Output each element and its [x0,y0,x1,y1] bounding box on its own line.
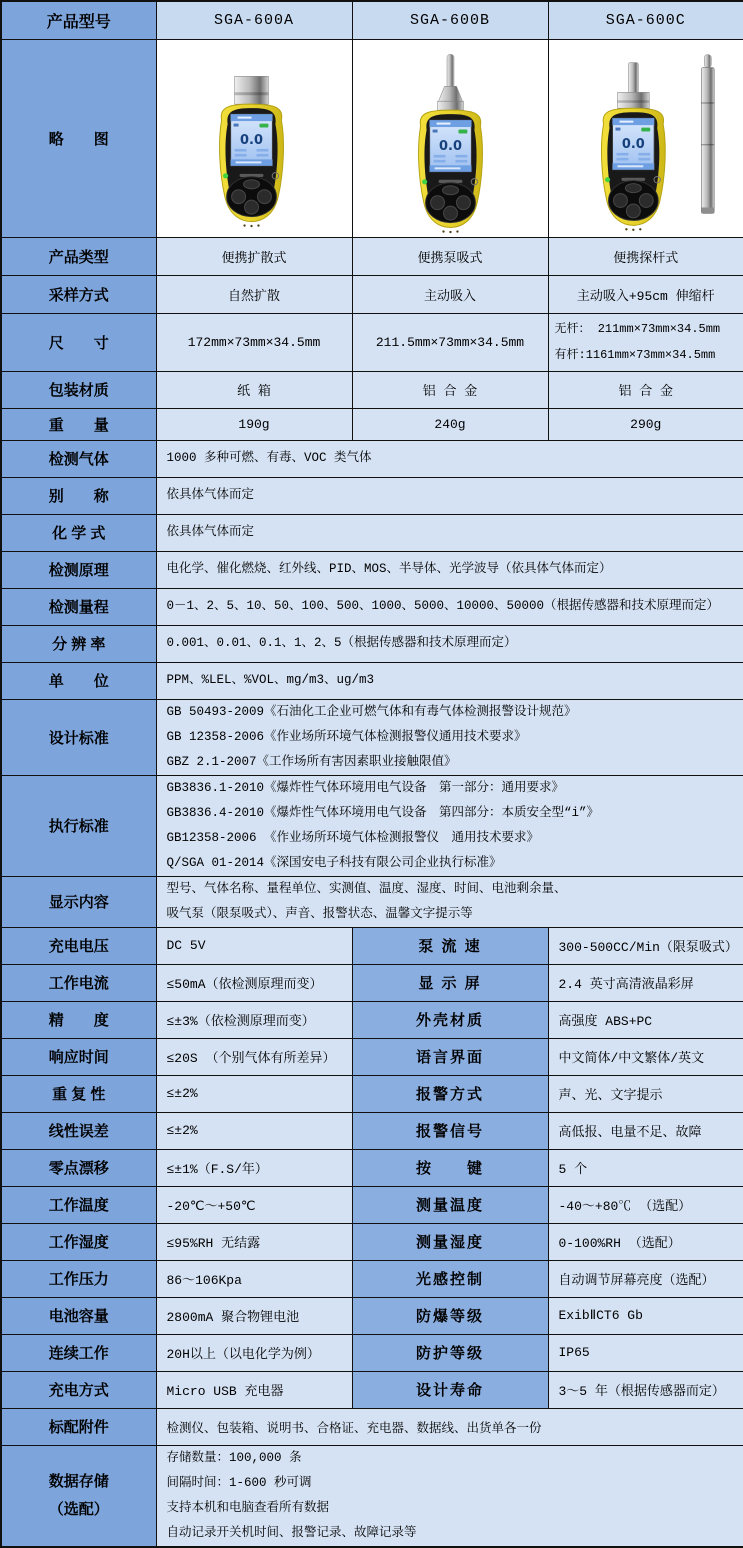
right-value-cell: IP65 [548,1334,743,1371]
left-label-cell: 工作压力 [1,1260,156,1297]
left-value-cell: ≤±1%（F.S/年） [156,1149,352,1186]
value-cell [548,313,743,371]
value-cell: 主动吸入 [352,275,548,313]
value-cell: 铝 合 金 [352,371,548,408]
right-label-cell: 泵 流 速 [352,927,548,964]
left-value-cell: -20℃～+50℃ [156,1186,352,1223]
right-value-cell: 5 个 [548,1149,743,1186]
paired-spec-row [1,1001,743,1038]
compare-row [1,408,743,440]
speaker-holes [625,228,641,231]
left-label-cell: 线性误差 [1,1112,156,1149]
right-value-cell: 高强度 ABS+PC [548,1001,743,1038]
spec-row [1,699,743,775]
value-cell [156,876,743,927]
right-value-cell: 声、光、文字提示 [548,1075,743,1112]
paired-spec-row [1,1260,743,1297]
row-label-cell: 显示内容 [1,876,156,927]
right-value-cell: 0-100%RH （选配） [548,1223,743,1260]
value-cell [156,699,743,775]
model-header-cell: SGA-600B [352,1,548,39]
paired-spec-row [1,1038,743,1075]
value-line: GB3836.4-2010《爆炸性气体环境用电气设备 第四部分：本质安全型“i”》 [167,801,743,826]
left-value-cell: ≤50mA（依检测原理而变） [156,964,352,1001]
row-label-cell: 采样方式 [1,275,156,313]
value-cell: 190g [156,408,352,440]
value-cell [156,551,743,588]
value-line: GB 12358-2006《作业场所环境气体检测报警仪通用技术要求》 [167,725,743,750]
left-value-cell: 20H以上（以电化学为例） [156,1334,352,1371]
value-line: 0－1、2、5、10、50、100、500、1000、5000、10000、50000（根据传感器和技术原理而定） [167,594,743,619]
right-label-cell: 测量湿度 [352,1223,548,1260]
label-line: （选配） [2,1496,156,1524]
right-label-cell: 测量温度 [352,1186,548,1223]
device-keypad [226,176,276,216]
left-label-cell: 重 复 性 [1,1075,156,1112]
value-line: GB3836.1-2010《爆炸性气体环境用电气设备 第一部分：通用要求》 [167,776,743,801]
paired-spec-row [1,927,743,964]
value-cell: 便携扩散式 [156,237,352,275]
row-label-cell: 设计标准 [1,699,156,775]
value-line: 存储数量：100,000 条 [167,1446,743,1471]
row-label-cell: 检测气体 [1,440,156,477]
value-cell [156,625,743,662]
value-line: 无杆： 211mm×73mm×34.5mm [555,316,743,342]
right-value-cell: 3～5 年（根据传感器而定） [548,1371,743,1408]
paired-spec-row [1,1149,743,1186]
right-label-cell: 报警方式 [352,1075,548,1112]
value-cell [156,477,743,514]
screen-reading: 0.0 [621,136,644,151]
right-label-cell: 按 键 [352,1149,548,1186]
left-value-cell: Micro USB 充电器 [156,1371,352,1408]
value-line: 有杆:1161mm×73mm×34.5mm [555,342,743,368]
row-label-cell: 产品类型 [1,237,156,275]
left-value-cell: ≤±2% [156,1075,352,1112]
product-photo-sga-600c [548,39,743,237]
left-label-cell: 充电方式 [1,1371,156,1408]
right-label-cell: 光感控制 [352,1260,548,1297]
status-led [604,177,609,182]
row-label-cell: 重 量 [1,408,156,440]
device-keypad [608,180,658,220]
spec-row [1,440,743,477]
paired-spec-row [1,1112,743,1149]
value-line: 吸气泵（限泵吸式）、声音、报警状态、温馨文字提示等 [167,902,743,927]
right-label-cell: 外壳材质 [352,1001,548,1038]
value-cell: 检测仪、包装箱、说明书、合格证、充电器、数据线、出货单各一份 [156,1408,743,1445]
paired-spec-row [1,1075,743,1112]
left-label-cell: 电池容量 [1,1297,156,1334]
device-keypad [425,182,475,222]
device-screen [230,114,272,166]
compare-row [1,275,743,313]
product-photo-sga-600a [156,39,352,237]
left-value-cell: 86～106Kpa [156,1260,352,1297]
spec-row [1,775,743,876]
left-label-cell: 充电电压 [1,927,156,964]
value-line: 依具体气体而定 [167,520,743,545]
row-label-cell: 包装材质 [1,371,156,408]
value-cell: 自然扩散 [156,275,352,313]
spec-row [1,876,743,927]
row-label-cell: 分 辨 率 [1,625,156,662]
model-header-cell: SGA-600C [548,1,743,39]
row-label-cell: 化 学 式 [1,514,156,551]
left-label-cell: 连续工作 [1,1334,156,1371]
spec-row [1,662,743,699]
value-cell [156,514,743,551]
value-cell: 240g [352,408,548,440]
product-photo-sga-600b [352,39,548,237]
spec-row [1,588,743,625]
row-label-cell: 尺 寸 [1,313,156,371]
compare-row [1,237,743,275]
value-line: 型号、气体名称、量程单位、实测值、温度、湿度、时间、电池剩余量、 [167,877,743,902]
spec-row [1,514,743,551]
left-value-cell: ≤±3%（依检测原理而变） [156,1001,352,1038]
label-line: 数据存储 [2,1468,156,1496]
gas-detector-illustration [353,40,548,237]
left-value-cell: 2800mA 聚合物锂电池 [156,1297,352,1334]
right-value-cell: 中文简体/中文繁体/英文 [548,1038,743,1075]
row-label-cell: 单 位 [1,662,156,699]
compare-row [1,313,743,371]
value-line: 自动记录开关机时间、报警记录、故障记录等 [167,1521,743,1546]
value-cell: 主动吸入+95cm 伸缩杆 [548,275,743,313]
right-value-cell: 2.4 英寸高清液晶彩屏 [548,964,743,1001]
left-value-cell: DC 5V [156,927,352,964]
device-screen [429,120,471,172]
right-value-cell: -40～+80℃ （选配） [548,1186,743,1223]
paired-spec-row [1,964,743,1001]
header-row [1,1,743,39]
speaker-holes [243,224,259,227]
storage-row [1,1445,743,1547]
gas-detector-illustration [549,40,743,237]
value-line: GB12358-2006 《作业场所环境气体检测报警仪 通用技术要求》 [167,826,743,851]
right-value-cell: ExibⅡCT6 Gb [548,1297,743,1334]
left-label-cell: 响应时间 [1,1038,156,1075]
device-screen [612,118,654,170]
left-label-cell: 零点漂移 [1,1149,156,1186]
value-cell: 290g [548,408,743,440]
status-led [422,179,427,184]
value-cell: 211.5mm×73mm×34.5mm [352,313,548,371]
row-label-cell [1,1445,156,1547]
value-line: 依具体气体而定 [167,483,743,508]
photo-row [1,39,743,237]
compare-row [1,371,743,408]
right-label-cell: 设计寿命 [352,1371,548,1408]
row-label-cell: 检测量程 [1,588,156,625]
value-cell: 纸 箱 [156,371,352,408]
right-label-cell: 报警信号 [352,1112,548,1149]
value-cell [156,440,743,477]
value-line: Q/SGA 01-2014《深国安电子科技有限公司企业执行标准》 [167,851,743,876]
right-label-cell: 语言界面 [352,1038,548,1075]
right-value-cell: 高低报、电量不足、故障 [548,1112,743,1149]
left-value-cell: ≤±2% [156,1112,352,1149]
row-label-cell: 检测原理 [1,551,156,588]
header-label-cell: 产品型号 [1,1,156,39]
paired-spec-row [1,1186,743,1223]
model-header-cell: SGA-600A [156,1,352,39]
photo-row-label: 略 图 [1,39,156,237]
paired-spec-row [1,1223,743,1260]
left-label-cell: 工作湿度 [1,1223,156,1260]
left-label-cell: 工作温度 [1,1186,156,1223]
telescopic-rod [701,54,714,213]
value-line: 支持本机和电脑查看所有数据 [167,1496,743,1521]
spec-row [1,551,743,588]
value-line: 间隔时间：1-600 秒可调 [167,1471,743,1496]
status-led [223,173,228,178]
paired-spec-row [1,1334,743,1371]
speaker-holes [442,230,458,233]
row-label-cell: 执行标准 [1,775,156,876]
gas-detector-illustration [157,40,352,237]
row-label-cell: 标配附件 [1,1408,156,1445]
right-label-cell: 显 示 屏 [352,964,548,1001]
right-value-cell: 300-500CC/Min（限泵吸式） [548,927,743,964]
value-line: PPM、%LEL、%VOL、mg/m3、ug/m3 [167,668,743,693]
row-label-cell: 别 称 [1,477,156,514]
value-cell: 铝 合 金 [548,371,743,408]
value-cell [156,588,743,625]
accessories-row [1,1408,743,1445]
paired-spec-row [1,1297,743,1334]
left-label-cell: 精 度 [1,1001,156,1038]
right-label-cell: 防护等级 [352,1334,548,1371]
value-line: 1000 多种可燃、有毒、VOC 类气体 [167,446,743,471]
value-cell: 便携探杆式 [548,237,743,275]
left-value-cell: ≤20S （个别气体有所差异） [156,1038,352,1075]
spec-row [1,477,743,514]
right-value-cell: 自动调节屏幕亮度（选配） [548,1260,743,1297]
spec-row [1,625,743,662]
value-cell: 172mm×73mm×34.5mm [156,313,352,371]
value-line: 电化学、催化燃烧、红外线、PID、MOS、半导体、光学波导（依具体气体而定） [167,557,743,582]
screen-reading: 0.0 [439,138,462,153]
value-line: GBZ 2.1-2007《工作场所有害因素职业接触限值》 [167,750,743,775]
value-cell [156,775,743,876]
value-line: GB 50493-2009《石油化工企业可燃气体和有毒气体检测报警设计规范》 [167,700,743,725]
right-label-cell: 防爆等级 [352,1297,548,1334]
paired-spec-row [1,1371,743,1408]
value-line: 0.001、0.01、0.1、1、2、5（根据传感器和技术原理而定） [167,631,743,656]
value-cell [156,662,743,699]
value-cell: 便携泵吸式 [352,237,548,275]
left-value-cell: ≤95%RH 无结露 [156,1223,352,1260]
left-label-cell: 工作电流 [1,964,156,1001]
screen-reading: 0.0 [240,132,263,147]
value-cell [156,1445,743,1547]
